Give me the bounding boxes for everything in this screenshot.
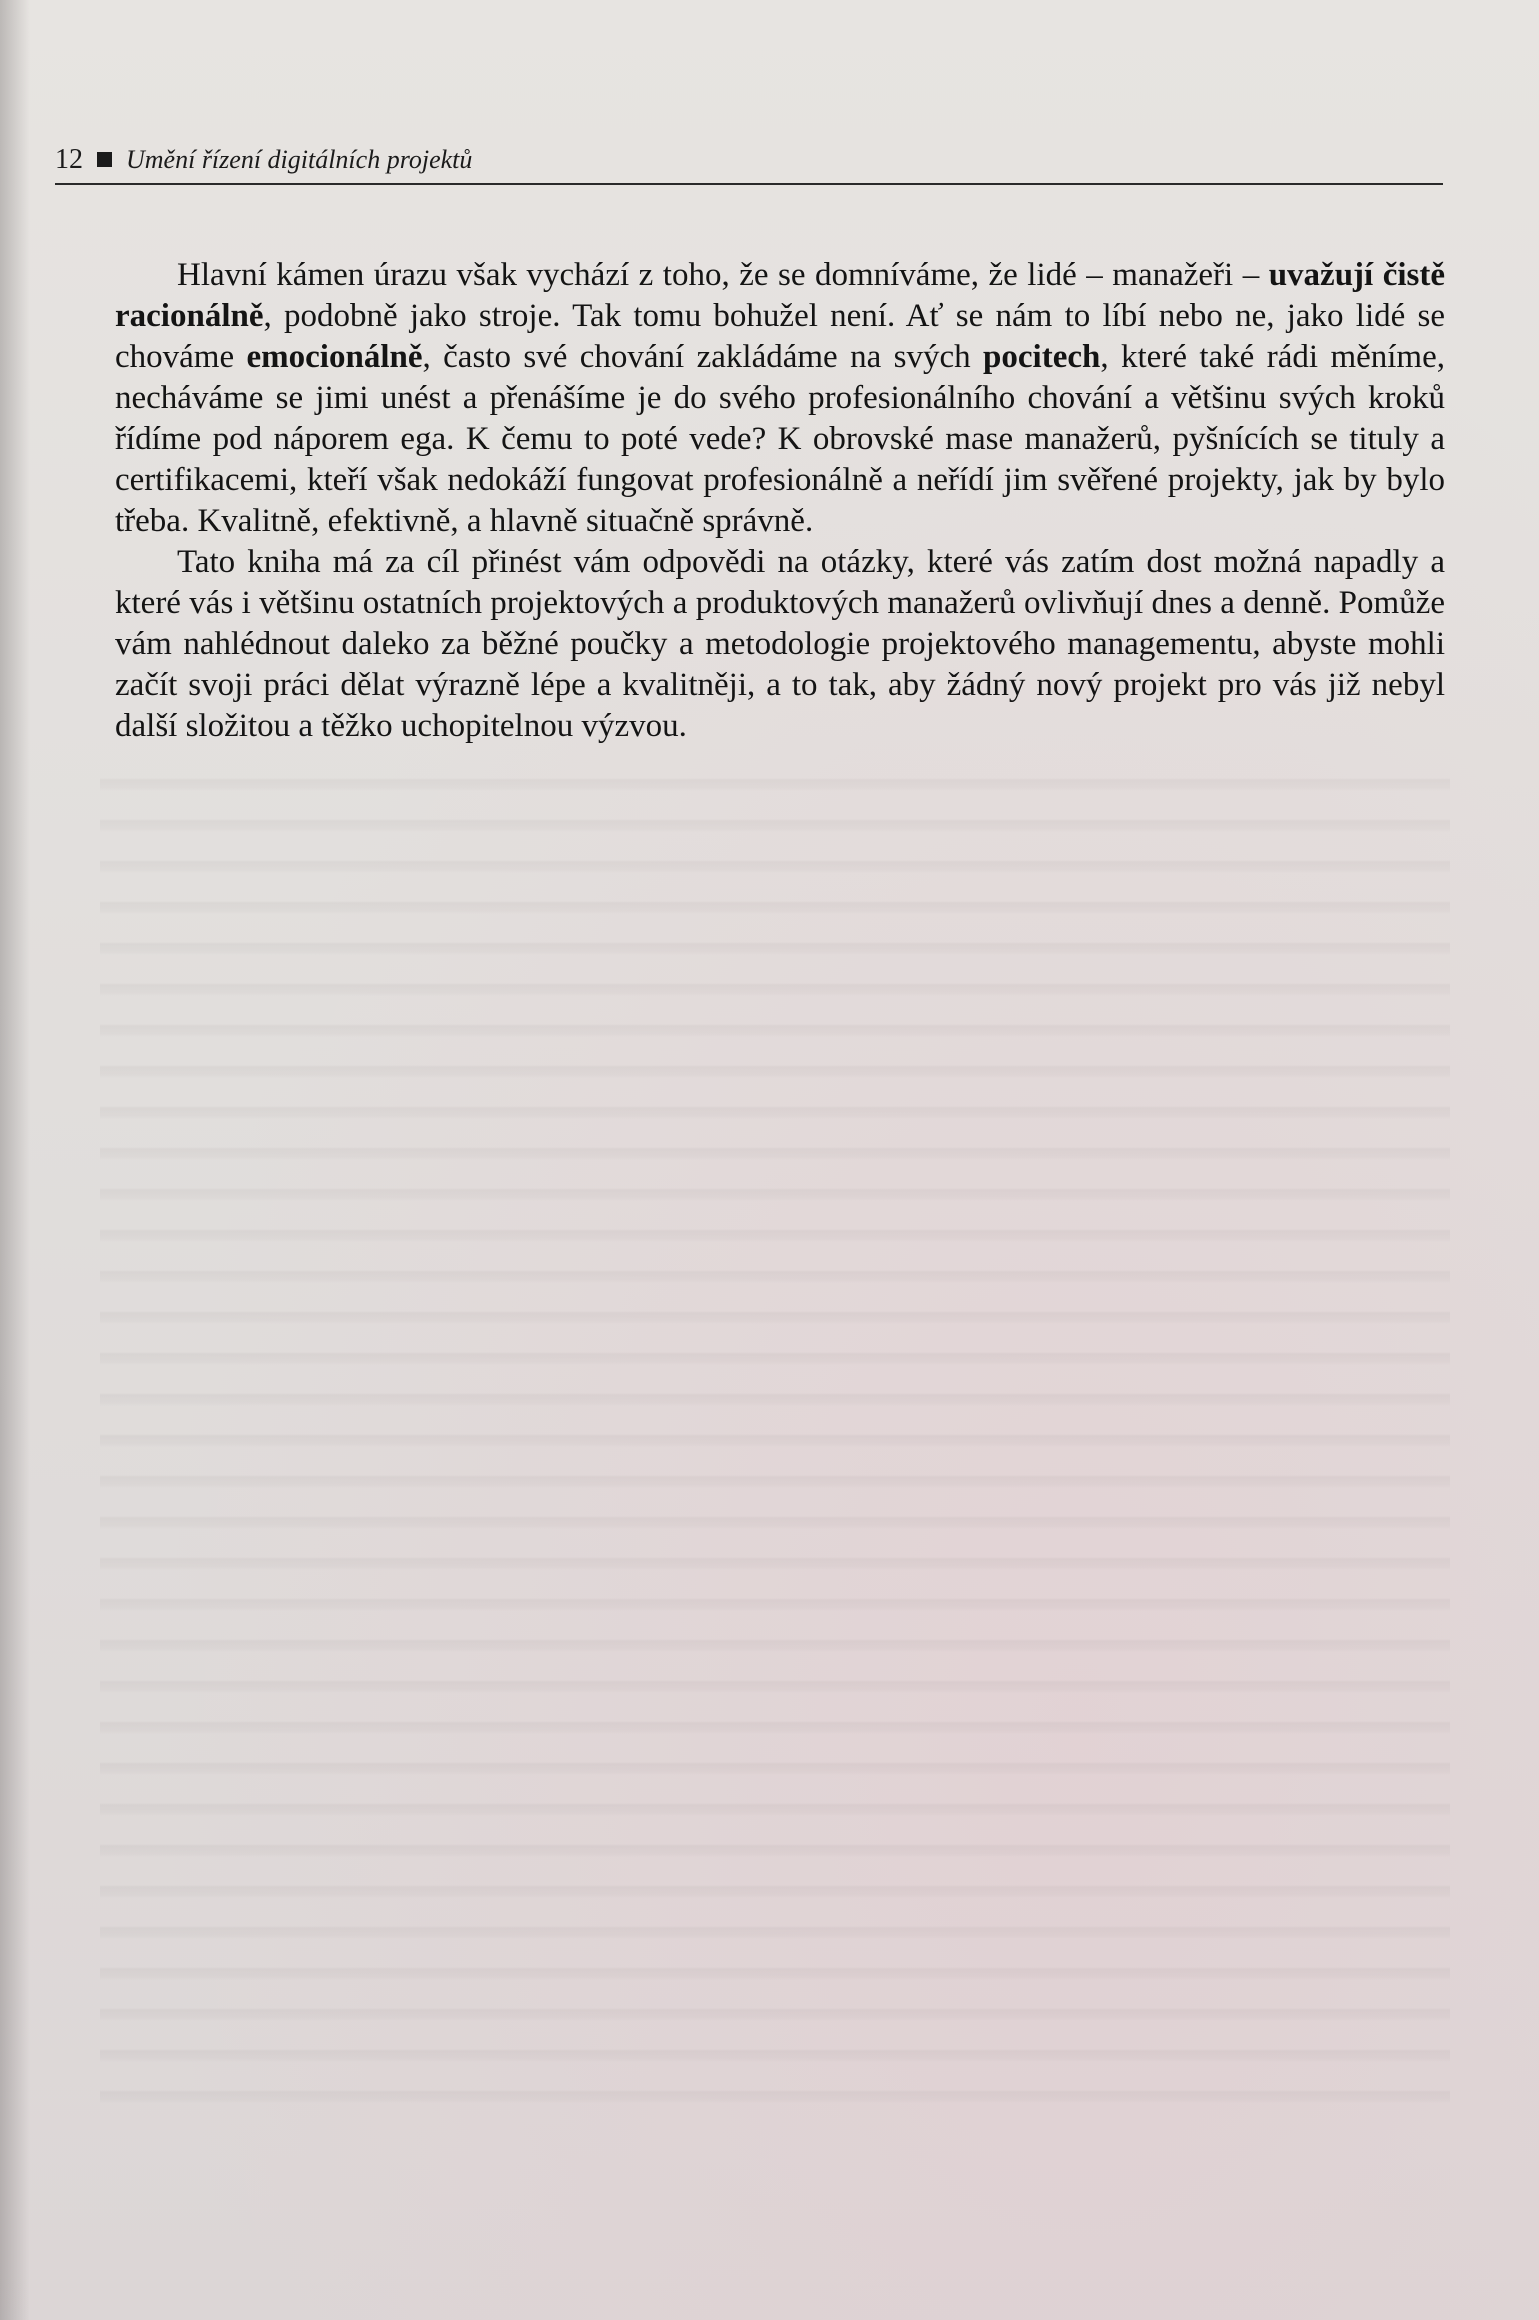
body-text — [115, 255, 1445, 747]
paragraph-1 — [115, 255, 1445, 542]
paragraph-1-text-1: Hlavní kámen úrazu však vychází z toho, že se domníváme, že lidé – manažeři – — [177, 257, 1269, 293]
running-title: Umění řízení digitálních projektů — [126, 145, 473, 174]
black-square-icon — [97, 152, 112, 167]
paragraph-1-bold-1: uvažují čistě racionálně — [115, 257, 1446, 334]
paragraph-1-text-4: , které také rádi měníme, necháváme se jimi unést a přenášíme je do svého profesionálního chování a většinu svých kroků řídíme pod náporem ega. K čemu to poté vede? K obrovské mase manažerů, pyšnících se tituly a certifikacemi, kteří však nedokáží fungovat profesionálně a neřídí jim svěřené projekty, jak by bylo třeba. Kvalitně, efektivně, a hlavně situačně správně. — [115, 339, 1445, 539]
show-through-text — [100, 760, 1450, 2130]
page-number: 12 — [55, 144, 83, 175]
paragraph-1-bold-3: pocitech — [983, 339, 1101, 375]
paragraph-1-text-2: , podobně jako stroje. Tak tomu bohužel není. Ať se nám to líbí nebo ne, jako lidé se chováme — [115, 298, 1445, 375]
paragraph-1-text-3: , často své chování zakládáme na svých — [422, 339, 984, 375]
spine-shadow — [0, 0, 30, 2320]
paragraph-1-bold-2: emocionálně — [246, 339, 423, 375]
running-header — [55, 143, 1443, 185]
paragraph-2: Tato kniha má za cíl přinést vám odpovědi na otázky, které vás zatím dost možná napadly a které vás i většinu ostatních projektových a produktových manažerů ovlivňují dnes a denně. Pomůže vám nahlédnout daleko za běžné poučky a metodologie projektového managementu, abyste mohli začít svoji práci dělat výrazně lépe a kvalitněji, a to tak, aby žádný nový projekt pro vás již nebyl další složitou a těžko uchopitelnou výzvou. — [115, 544, 1445, 744]
